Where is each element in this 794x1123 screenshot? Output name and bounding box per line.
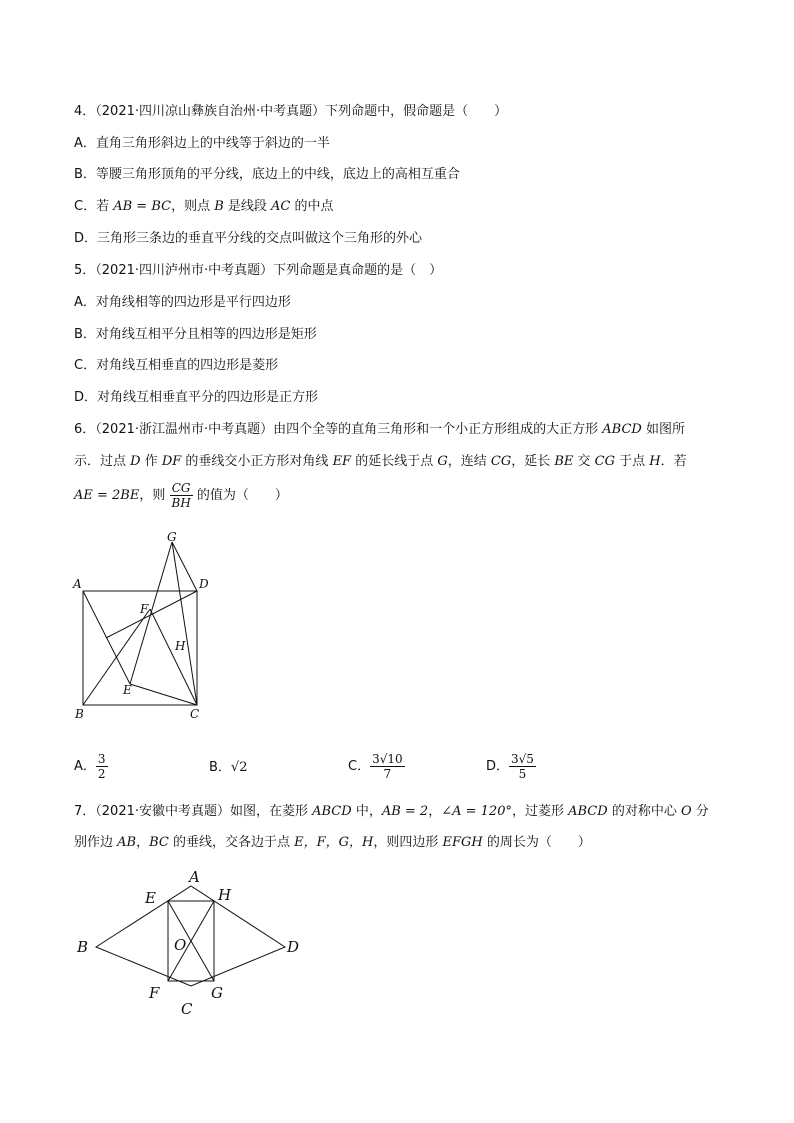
q6-label-g: G xyxy=(167,530,177,544)
q6-l2-a: 示．过点 xyxy=(74,454,131,469)
q6-frac-den: BH xyxy=(171,496,191,510)
q6-opt-d-den: 5 xyxy=(518,767,527,781)
q5-option-b: B．对角线互相平分且相等的四边形是矩形 xyxy=(74,327,317,342)
q4-option-d: D．三角形三条边的垂直平分线的交点叫做这个三角形的外心 xyxy=(74,231,423,246)
q6-l2-e: ，连结 xyxy=(447,454,491,469)
q6-l2-g2: 交 xyxy=(573,454,595,469)
q7-l1-sq2: ABCD xyxy=(568,804,608,819)
q7-line1 xyxy=(74,803,709,821)
q4-c-seg: AC xyxy=(271,199,291,214)
q6-l1-pre: 6．（2021·浙江温州市·中考真题）由四个全等的直角三角形和一个小正方形组成的大正方形 xyxy=(74,422,603,437)
q5-option-c: C．对角线互相垂直的四边形是菱形 xyxy=(74,358,279,373)
q7-l1-sq: ABCD xyxy=(312,804,352,819)
q7-l1-c: ，过菱形 xyxy=(511,804,569,819)
q7-label-c: C xyxy=(181,1000,193,1018)
q6-l2-c: 的垂线交小正方形对角线 xyxy=(181,454,333,469)
q6-option-c xyxy=(348,752,405,781)
q7-l1-a: 中， xyxy=(351,804,382,819)
q7-l2-a: 别作边 xyxy=(74,835,118,850)
q6-l2-i: ．若 xyxy=(660,454,687,469)
q7-l1-eq2: ∠A = 120° xyxy=(441,804,512,819)
q6-opt-c-num: 3√10 xyxy=(372,752,403,766)
q6-line-eg xyxy=(130,542,172,684)
q7-figure xyxy=(70,862,320,1022)
q6-l2-df: DF xyxy=(161,454,182,469)
q6-label-f: F xyxy=(140,602,149,616)
q6-line-ce xyxy=(130,684,197,705)
q7-l1-b: ， xyxy=(428,804,442,819)
q6-label-d: D xyxy=(199,577,209,591)
q6-option-b xyxy=(209,756,247,775)
q6-label-h: H xyxy=(175,639,186,653)
q7-label-a: A xyxy=(189,868,200,886)
q6-opt-d-frac xyxy=(509,752,536,781)
q6-opt-d-label: D． xyxy=(486,759,510,774)
q6-opt-b-label: B． xyxy=(209,760,231,775)
q5-option-a: A．对角线相等的四边形是平行四边形 xyxy=(74,295,291,310)
q4-c-post: 的中点 xyxy=(290,199,334,214)
q5-option-d: D．对角线互相垂直平分的四边形是正方形 xyxy=(74,390,319,405)
q6-label-c: C xyxy=(190,707,200,721)
q7-l1-d: 的对称中心 xyxy=(607,804,681,819)
q6-line3 xyxy=(74,480,288,512)
q6-l2-f: ，延长 xyxy=(511,454,555,469)
q7-l2-c: 的垂线，交各边于点 xyxy=(168,835,295,850)
q6-opt-a-label: A． xyxy=(74,759,96,774)
q4-option-b: B．等腰三角形顶角的平分线，底边上的中线，底边上的高相互重合 xyxy=(74,167,460,182)
q6-l2-d2: 的延长线于点 xyxy=(351,454,438,469)
q6-l2-cg: CG xyxy=(490,454,512,469)
q7-l1-eq1: AB = 2 xyxy=(381,804,429,819)
q6-label-e: E xyxy=(123,683,132,697)
q6-opt-a-frac xyxy=(96,752,108,781)
q7-l2-ab: AB xyxy=(117,835,137,850)
q6-l3-a: ，则 xyxy=(139,488,170,503)
q6-label-b: B xyxy=(75,707,84,721)
q6-line-bf xyxy=(83,609,150,705)
q6-l3-eq: AE = 2BE xyxy=(74,488,140,503)
q4-c-pre: C．若 xyxy=(74,199,114,214)
q6-line1 xyxy=(74,421,685,439)
q6-opt-a-den: 2 xyxy=(97,767,106,781)
q6-l2-d: D xyxy=(130,454,141,469)
q4-c-mid2: 是线段 xyxy=(223,199,272,214)
q6-label-a: A xyxy=(73,577,82,591)
q6-figure xyxy=(60,525,230,725)
q7-l2-bc: BC xyxy=(149,835,169,850)
q7-l2-e: 的周长为（ ） xyxy=(482,835,591,850)
q5-stem: 5．（2021·四川泸州市·中考真题）下列命题是真命题的是（ ） xyxy=(74,263,443,278)
q7-label-f: F xyxy=(149,984,160,1002)
q6-opt-b-val: √2 xyxy=(230,760,248,775)
q6-l3-b: 的值为（ ） xyxy=(192,488,288,503)
q4-c-mid: ，则点 xyxy=(171,199,215,214)
q6-opt-c-den: 7 xyxy=(383,767,392,781)
q7-l2-q: EFGH xyxy=(442,835,483,850)
q7-l1-e: 分 xyxy=(691,804,709,819)
q6-l2-ef: EF xyxy=(332,454,352,469)
q7-label-e: E xyxy=(145,889,156,907)
q7-l2-pts: E，F，G，H xyxy=(294,835,374,850)
q7-line2 xyxy=(74,834,591,852)
q6-frac-num: CG xyxy=(171,481,191,495)
q4-option-a: A．直角三角形斜边上的中线等于斜边的一半 xyxy=(74,136,330,151)
q7-l2-b: ， xyxy=(136,835,150,850)
q7-label-o: O xyxy=(174,936,187,954)
q6-l1-post: 如图所 xyxy=(641,422,685,437)
q7-label-b: B xyxy=(77,938,89,956)
q6-l2-cg2: CG xyxy=(594,454,616,469)
q7-l1-pre: 7．（2021·安徽中考真题）如图，在菱形 xyxy=(74,804,313,819)
q4-c-eq: AB = BC xyxy=(113,199,172,214)
q6-opt-d-num: 3√5 xyxy=(511,752,534,766)
q6-option-a xyxy=(74,752,108,781)
q6-l2-b: 作 xyxy=(140,454,162,469)
q4-c-pt: B xyxy=(214,199,224,214)
q6-opt-c-label: C． xyxy=(348,759,371,774)
q6-fraction xyxy=(170,481,193,510)
q6-option-d xyxy=(486,752,536,781)
q4-option-c xyxy=(74,198,334,216)
q6-line2 xyxy=(74,453,687,471)
q7-label-d: D xyxy=(287,938,300,956)
q4-stem: 4．（2021·四川凉山彝族自治州·中考真题）下列命题中，假命题是（ ） xyxy=(74,104,508,119)
q6-opt-c-frac xyxy=(370,752,405,781)
q7-label-h: H xyxy=(218,886,232,904)
q6-l1-sq: ABCD xyxy=(602,422,642,437)
q6-l2-be: BE xyxy=(554,454,574,469)
q7-l1-o: O xyxy=(680,804,692,819)
q7-l2-d: ，则四边形 xyxy=(373,835,443,850)
q7-label-g: G xyxy=(211,984,223,1002)
q6-l2-g: G xyxy=(437,454,448,469)
q6-l2-h: 于点 xyxy=(615,454,650,469)
q6-opt-a-num: 3 xyxy=(97,752,106,766)
q6-l2-hpt: H xyxy=(649,454,661,469)
